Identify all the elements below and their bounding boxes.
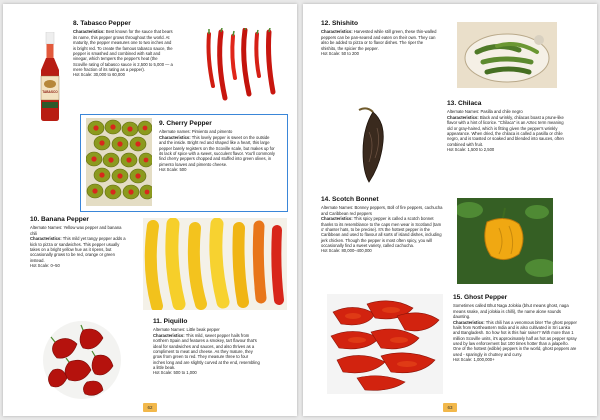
piquillo-peppers-image — [39, 320, 125, 400]
tabasco-title: 8. Tabasco Pepper — [73, 20, 131, 27]
piquillo-title: 11. Piquillo — [153, 318, 188, 325]
ghost-body: This chili has a venomous bite! The ghost pepper hails from Northeastern India and is also cultivated in Sri Lanka and Bangladesh. So how hot is this hair raiser? With more than 1 million Scoville units, it's approximately half as hot as pepper spray used by law enforcement but 100 times hotter than a jalapeño. One of the hottest (edible) peppers in the world, ghost peppers are used - sparingly in chutney and curry. — [453, 319, 577, 357]
chilaca-body: Black and wrinkly, chilacas boast a prune-like flavor with a hint of licorice. "Chilaca" is an Aztec term meaning old or gray-haired, which is fitting given the pepper's wrinkly appearance. When dried, the chilaca is called a pasilla or chile negro, and is toasted or soaked and blended into sauces, often combined with fruit. — [447, 114, 564, 147]
shishito-heat: Hot Scale: 50 to 200 — [321, 50, 359, 56]
piquillo-char-label: Characteristics: — [153, 332, 185, 338]
piquillo-heat: Hot Scale: 500 to 1,000 — [153, 370, 197, 376]
chilaca-char-label: Characteristics: — [447, 114, 479, 120]
shishito-entry — [321, 20, 439, 56]
banana-heat: Hot Scale: 0–50 — [30, 263, 60, 269]
scotch-char-label: Characteristics: — [321, 216, 353, 222]
banana-title: 10. Banana Pepper — [30, 216, 90, 223]
scotch-alt-names: Alternate Names: Bonney peppers, Boll of fire peppers, cachucha and Caribbean red peppers — [321, 205, 443, 216]
piquillo-body: This mild, sweet pepper hails from northern Spain and features a smokey, tart flavour that's ideal for sandwiches and sauces, and also thrives as a compliment to meat and cheese. As they mature, they grow from green to red. They measure three to four inches long and are slightly curved at the end, resembling a little beak. — [153, 332, 260, 371]
bottle-label-text: TABASCO — [42, 90, 58, 94]
cherry-char-label: Characteristics: — [159, 134, 191, 140]
banana-entry — [30, 216, 126, 268]
left-page — [3, 4, 297, 416]
scotch-entry — [321, 196, 445, 254]
chilaca-entry — [447, 100, 569, 152]
tabasco-entry — [73, 20, 173, 78]
scotch-heat: Hot Scale: 80,000–400,000 — [321, 248, 372, 254]
ghost-heat: Hot Scale: 1,000,000+ — [453, 357, 495, 363]
cherry-body: This lovely pepper is sweet on the outside and the inside. Bright red and shaped like a heart, this large pepper barely registers on the Scoville scale, but makes up for its lack of spice with a sweet, succulent flavor. You'll commonly find cherry peppers chopped and stuffed into green olives, in pimento loaves and pimento cheese. — [159, 134, 276, 167]
cherry-peppers-image — [86, 118, 152, 206]
scotch-bonnet-image — [457, 198, 553, 284]
banana-peppers-image — [143, 218, 287, 310]
cherry-alt-names: Alternate names: Pimiento and pimento — [159, 129, 233, 135]
right-page-number: 63 — [443, 403, 457, 412]
chilaca-alt-names: Alternate Names: Pasilla and chile negro — [447, 109, 523, 115]
piquillo-alt-names: Alternate Names: Little beak pepper — [153, 327, 220, 333]
shishito-char-label: Characteristics: — [321, 29, 353, 35]
ghost-entry — [453, 294, 577, 363]
tabasco-heat: Hot Scale: 30,000 to 60,000 — [73, 72, 125, 78]
ghost-pepper-image — [327, 294, 443, 394]
banana-char-label: Characteristics: — [30, 236, 62, 242]
cherry-title: 9. Cherry Pepper — [159, 120, 212, 127]
right-page — [303, 4, 597, 416]
ghost-title: 15. Ghost Pepper — [453, 294, 508, 301]
scotch-title: 14. Scotch Bonnet — [321, 196, 379, 203]
banana-alt-names: Alternate Names: Yellow wax pepper and banana chili — [30, 225, 122, 236]
banana-body: This mild yet tangy pepper adds a kick to pizza or sandwiches. This pepper usually takes on a bright yellow hue as it ripens, but occasionally grows to be red, orange or green instead. — [30, 236, 126, 263]
chilaca-pepper-image — [333, 102, 417, 186]
scotch-body: This spicy pepper is called a scotch bonnet thanks to its resemblance to the caps men wear in Scotland (tam o' shanter hats, to be precise). It's the hottest pepper in the Caribbean and used to flavour all sorts of island dishes, including jerk chicken. Though the pepper is most often spicy, you will occasionally find a sweet variety, called cachucha. — [321, 216, 442, 249]
tabasco-bottle-image — [35, 32, 65, 122]
chilaca-heat: Hot Scale: 1,500 to 2,500 — [447, 147, 495, 153]
cherry-heat: Hot Scale: 500 — [159, 167, 187, 173]
tabasco-body: Best known for the sauce that bears its name, this pepper grows throughout the world. At maturity, the pepper measures one to two inches and is bright red. To create the famous tabasco sauce, the pepper is smashed and combined with salt and vinegar, which tempers the pepper's heat (the Scoville rating of tabasco sauce is 2,500 to 5,000 — a mere fraction of its rating as a pepper). — [73, 29, 173, 73]
shishito-peppers-image — [457, 22, 557, 88]
ghost-alt-names: Sometimes called Bhut Naga Jolokia (bhut means ghost, naga means snake, and jolokia is chilli), the name alone sounds daunting. — [453, 303, 569, 320]
tabasco-peppers-image — [201, 28, 283, 104]
shishito-title: 12. Shishito — [321, 20, 359, 27]
tabasco-char-label: Characteristics: — [73, 29, 105, 35]
piquillo-entry — [153, 318, 261, 376]
left-page-number: 62 — [143, 403, 157, 412]
shishito-body: Harvested while still green, these thin-walled peppers can be pan-seared and eaten on their own. They can also be added to pizza or to flavor dishes. The riper the shishito, the spicier the pepper. — [321, 29, 437, 51]
chilaca-title: 13. Chilaca — [447, 100, 482, 107]
cherry-entry — [159, 120, 277, 172]
ghost-char-label: Characteristics: — [453, 319, 485, 325]
